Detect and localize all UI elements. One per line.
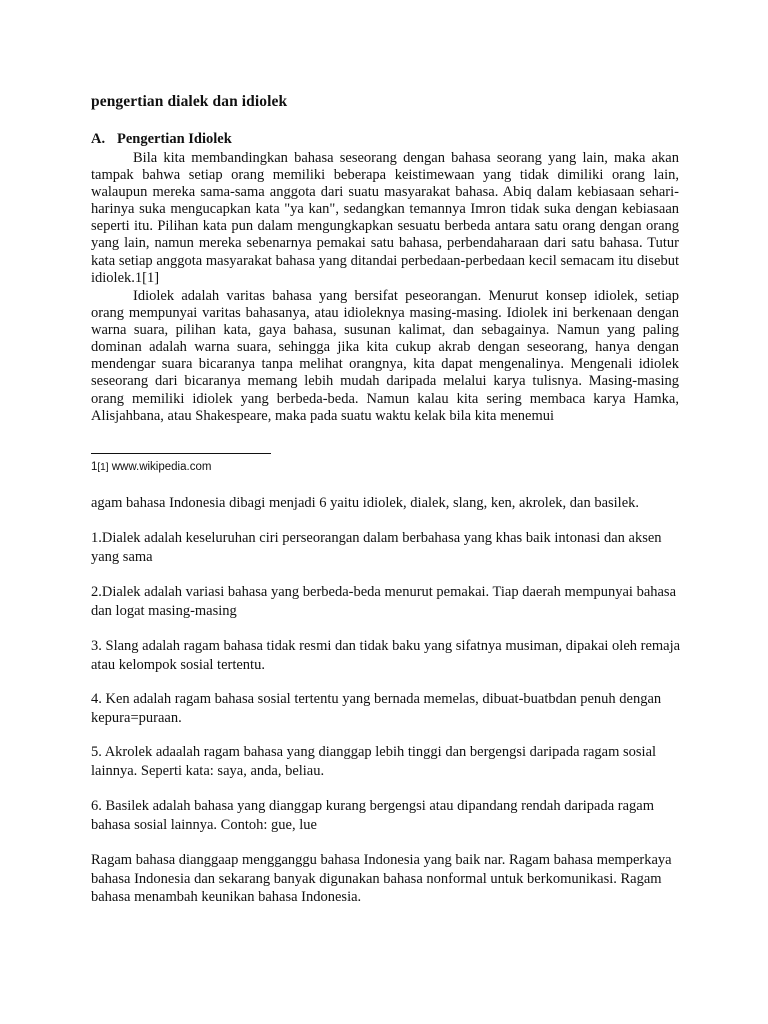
paragraph-idiolek-definition: Idiolek adalah varitas bahasa yang bersifat peseorangan. Menurut konsep idiolek, setiap orang mempunyai varitas bahasanya, atau idioleknya masing-masing. Idiolek ini berkenaan dengan warna suara, pilihan kata, gaya bahasa, susunan kalimat, dan sebagainya. Namun yang paling dominan adalah warna suara, sehingga jika kita cukup akrab dengan seseorang, hanya dengan mendengar suara bicaranya tanpa melihat orangnya, kita dapat mengenalinya. Mengenali idiolek seseorang dari bicaranya memang lebih mudah daripada melalui karya tulisnya. Masing-masing orang memiliki idiolek yang berbeda-beda. Namun kalau kita sering membaca karya Hamka, Alisjahbana, atau Shakespeare, maka pada suatu waktu kelak bila kita menemui: [91, 288, 679, 424]
footnote: [91, 461, 211, 473]
section-letter: A.: [91, 131, 106, 147]
list-item-basilek: 6. Basilek adalah bahasa yang dianggap kurang bergengsi atau dipandang rendah daripada ragam bahasa sosial lainnya. Contoh: gue, lue: [91, 798, 655, 833]
footnote-separator: [91, 453, 271, 454]
list-item-akrolek: 5. Akrolek adaalah ragam bahasa yang dianggap lebih tinggi dan bergengsi daripada ragam sosial lainnya. Seperti kata: saya, anda, beliau.: [91, 744, 657, 779]
list-item-ken: 4. Ken adalah ragam bahasa sosial tertentu yang bernada memelas, dibuat-buatbdan penuh dengan kepura=puraan.: [91, 691, 662, 726]
section-heading-text: Pengertian Idiolek: [117, 131, 232, 147]
list-intro: agam bahasa Indonesia dibagi menjadi 6 yaitu idiolek, dialek, slang, ken, akrolek, dan basilek.: [91, 495, 640, 511]
document-title: pengertian dialek dan idiolek: [91, 93, 288, 110]
footnote-number: 1: [91, 461, 98, 473]
list-item-slang: 3. Slang adalah ragam bahasa tidak resmi dan tidak baku yang sifatnya musiman, dipakai oleh remaja atau kelompok sosial tertentu.: [91, 638, 681, 673]
footnote-text: www.wikipedia.com: [108, 461, 212, 473]
closing-paragraph: Ragam bahasa dianggaap mengganggu bahasa Indonesia yang baik nar. Ragam bahasa memperkaya bahasa Indonesia dan sekarang banyak digunakan bahasa nonformal untuk berkomunikasi. Ragam bahasa menambah keunikan bahasa Indonesia.: [91, 852, 672, 905]
footnote-ref: [1]: [97, 462, 109, 473]
list-item-dialek-1: 1.Dialek adalah keseluruhan ciri perseorangan dalam berbahasa yang khas baik intonasi dan aksen yang sama: [91, 530, 662, 565]
paragraph-idiolek-intro: Bila kita membandingkan bahasa seseorang dengan bahasa seorang yang lain, maka akan tampak bahwa setiap orang memiliki beberapa keistimewaan yang tidak dimiliki orang lain, walaupun mereka sama-sama anggota dari suatu masyarakat bahasa. Abiq dalam kebiasaan sehari-harinya suka mengucapkan kata "ya kan", sedangkan temannya Imron tidak suka dengan kebiasaan seperti itu. Pilihan kata pun dalam mengungkapkan sesuatu berbeda antara satu orang dengan orang yang lain, namun mereka sebenarnya pemakai satu bahasa, perbendaharaan dari satu bahasa. Tutur kata setiap anggota masyarakat bahasa yang ditandai perbedaan-perbedaan kecil semacam itu disebut idiolek.1[1]: [91, 150, 679, 286]
list-item-dialek-2: 2.Dialek adalah variasi bahasa yang berbeda-beda menurut pemakai. Tiap daerah mempunyai bahasa dan logat masing-masing: [91, 584, 677, 619]
section-heading: [91, 131, 232, 148]
